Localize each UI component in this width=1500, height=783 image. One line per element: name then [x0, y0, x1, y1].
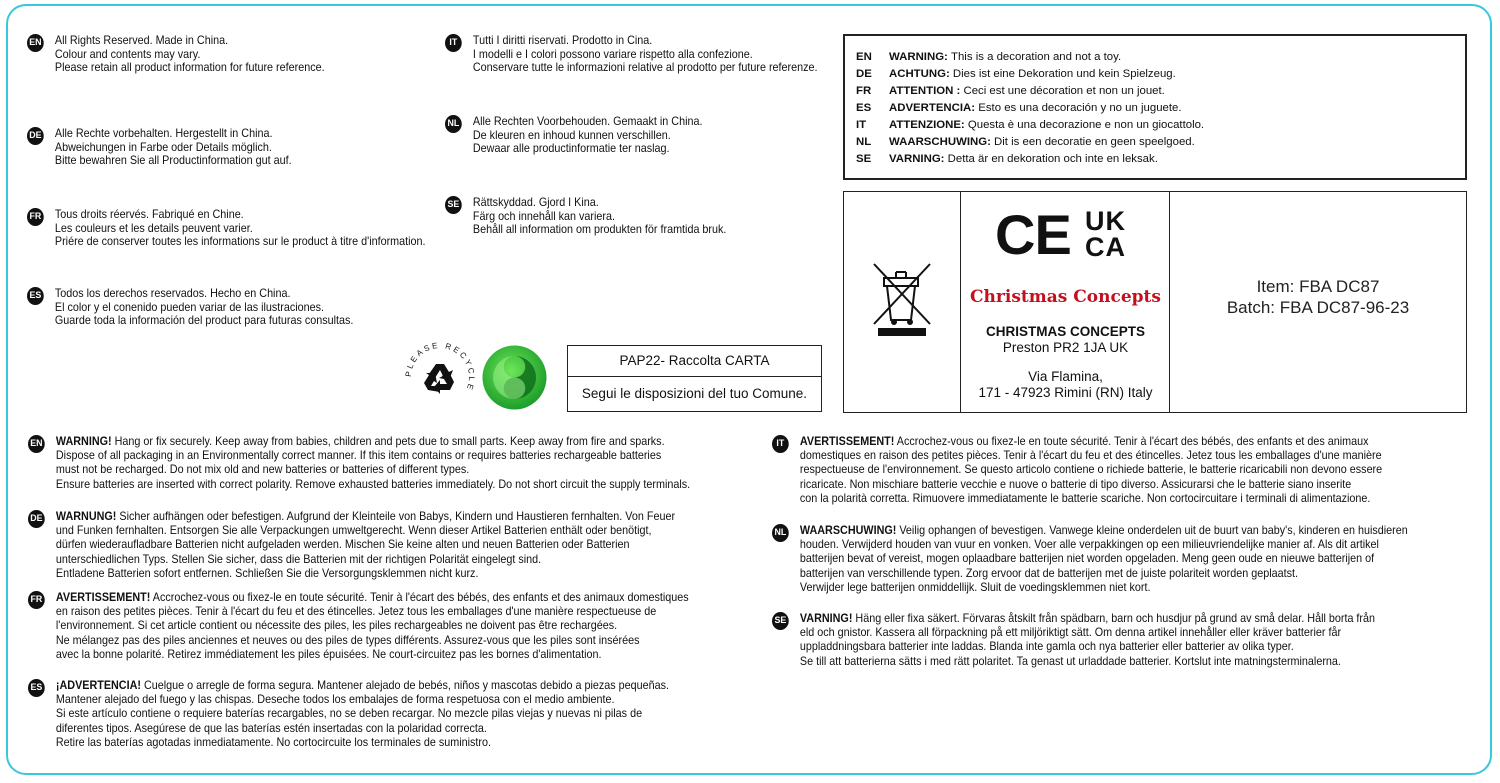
warning-line: avec la bonne polarité. Retirez immédiatement les piles épuisées. Ne court-circuitez pas les bornes d'alimentation.: [55, 647, 602, 661]
pap-code: PAP22- Raccolta CARTA: [619, 353, 770, 368]
warning-text: This is a decoration and not a toy.: [951, 51, 1122, 63]
legal-line: Rättskyddad. Gjord I Kina.: [472, 196, 599, 209]
warning-label: WAARSCHUWING!: [799, 524, 897, 537]
warning-line: Retire las baterías agotadas inmediatamente. No cortocircuite los terminales de suministro.: [55, 735, 491, 749]
warning-line: Hang or fix securely. Keep away from babies, children and pets due to small parts. Keep away from fire and sparks.: [111, 435, 665, 448]
warning-line: en raison des petites pièces. Tenir à l'écart du feu et des étincelles. Jetez tous les emballages d'une manière respectueuse de: [55, 605, 657, 619]
ce-mark: CE: [995, 203, 1071, 266]
language-badge: ES: [28, 679, 45, 697]
language-badge: SE: [445, 196, 462, 214]
language-code: EN: [856, 51, 872, 63]
language-badge: SE: [772, 612, 789, 630]
warning-label: ADVERTENCIA:: [889, 102, 976, 114]
legal-line: De kleuren en inhoud kunnen verschillen.: [472, 128, 671, 142]
short-warnings-box: [843, 34, 1467, 180]
legal-line: Colour and contents may vary.: [54, 47, 201, 61]
warning-line: Entladene Batterien sofort entfernen. Schließen Sie die Versorgungsklemmen nicht kurz.: [55, 566, 479, 580]
language-badge: ES: [27, 287, 44, 305]
warning-line: houden. Verwijderd houden van vuur en vonken. Voer alle verpakkingen op een milieuvriendelijke manier af. Als dit artikel: [799, 538, 1379, 552]
legal-line: Conservare tutte le informazioni relative al prodotto per future referenze.: [472, 61, 818, 75]
language-code: SE: [856, 153, 872, 165]
warning-line: Si este artículo contiene o requiere baterías recargables, no se deben recargar. No mezcle pilas viejas y nuevas ni pilas de: [55, 707, 643, 721]
legal-line: Todos los derechos reservados. Hecho en China.: [54, 287, 291, 300]
legal-line: Abweichungen in Farbe oder Details möglich.: [54, 140, 272, 154]
warning-line: domestiques en raison des petites pièces. Tenir à l'écart du feu et des étincelles. Jetez tous les emballages d'une manière: [799, 449, 1382, 463]
warning-line: respectueuse de l'environnement. Se questo articolo contiene o richiede batterie, le batterie ricaricabili non devono essere: [799, 463, 1383, 477]
item-cell: [1169, 192, 1466, 412]
warning-line: und Funken fernhalten. Entsorgen Sie alle Verpackungen umweltgerecht. Wenn dieser Artikel Batterien enthält oder benötigt,: [55, 524, 652, 538]
company-address-uk: Preston PR2 1JA UK: [1002, 340, 1129, 355]
legal-line: Bitte bewahren Sie all Productinformation gut auf.: [54, 154, 292, 168]
warning-line: ricaricate. Non mischiare batterie vecchie e nuove o batterie di tipo diverso. Assicurarsi che le batterie siano inserite: [799, 477, 1352, 491]
pap-box: [567, 345, 822, 412]
legal-line: Alle Rechten Voorbehouden. Gemaakt in China.: [472, 115, 703, 128]
warning-label: AVERTISSEMENT!: [799, 435, 895, 448]
warning-text: Esto es una decoración y no un juguete.: [978, 102, 1182, 114]
short-warning-row: [856, 83, 1465, 100]
pap-instruction: Segui le disposizioni del tuo Comune.: [568, 376, 821, 410]
language-code: NL: [856, 136, 872, 148]
compliance-box: [843, 191, 1467, 413]
warning-line: Dispose of all packaging in an Environmentally correct manner. If this item contains or requires batteries rechargeable batteries: [55, 449, 662, 463]
warning-text: Detta är en dekoration och inte en leksak.: [947, 153, 1158, 165]
company-logo: Christmas Concepts: [970, 287, 1161, 307]
language-badge: DE: [27, 127, 44, 145]
warning-line: Ne mélangez pas des piles anciennes et neuves ou des piles de types différents. Assurez-vous que les piles sont insérées: [55, 633, 640, 647]
warning-text: Dies ist eine Dekoration und kein Spielzeug.: [952, 68, 1176, 80]
legal-line: I modelli e I colori possono variare rispetto alla confezione.: [472, 47, 753, 61]
warning-line: Cuelgue o arregle de forma segura. Mantener alejado de bebés, niños y mascotas debido a piezas pequeñas.: [140, 679, 670, 692]
warning-line: Se till att batterierna sätts i med rätt polaritet. Ta genast ut urladdade batterier. Kortslut inte matningsterminalerna.: [799, 654, 1341, 668]
warning-line: dürfen wiederaufladbare Batterien nicht aufgeladen werden. Mischen Sie keine alten und neuen Batterien oder Batterien: [55, 538, 630, 552]
legal-line: Tous droits réervés. Fabriqué en Chine.: [54, 208, 244, 221]
weee-bin-icon: [870, 258, 934, 338]
warning-label: WAARSCHUWING:: [889, 136, 991, 148]
warning-label: ATTENZIONE:: [889, 119, 965, 131]
item-number: Item: FBA DC87: [1256, 277, 1380, 296]
short-warning-row: [856, 134, 1465, 151]
company-cell: [960, 192, 1169, 412]
language-badge: EN: [28, 435, 45, 453]
language-badge: EN: [27, 34, 44, 52]
warning-line: Veilig ophangen of bevestigen. Vanwege kleine onderdelen uit de buurt van baby's, kinderen en huisdieren: [896, 524, 1408, 537]
short-warning-row: [856, 117, 1465, 134]
legal-line: Alle Rechte vorbehalten. Hergestellt in China.: [54, 127, 273, 140]
company-name: CHRISTMAS CONCEPTS: [985, 324, 1145, 339]
warning-line: Verwijder lege batterijen onmiddellijk. Sluit de voedingsklemmen niet kort.: [799, 580, 1151, 594]
legal-line: Dewaar alle productinformatie ter naslag.: [472, 142, 670, 156]
warning-line: Accrochez-vous ou fixez-le en toute sécurité. Tenir à l'écart des bébés, des enfants et des animaux domestiques: [150, 591, 689, 604]
language-code: ES: [856, 102, 872, 114]
warning-label: WARNUNG!: [55, 510, 117, 523]
warning-line: Sicher aufhängen oder befestigen. Aufgrund der Kleinteile von Babys, Kindern und Haustieren fernhalten. Von Feuer: [116, 510, 676, 523]
warning-label: VARNING!: [799, 612, 853, 625]
warning-label: VARNING:: [889, 153, 945, 165]
warning-line: batterijen van verschillende typen. Zorg ervoor dat de batterijen met de juiste polariteit worden geplaatst.: [799, 566, 1298, 580]
warning-line: diferentes tipos. Asegúrese de que las baterías estén insertadas con la polaridad correcta.: [55, 721, 487, 735]
ukca-mark-top: UK: [1085, 206, 1126, 236]
short-warning-row: [856, 49, 1465, 66]
warning-line: Accrochez-vous ou fixez-le en toute sécurité. Tenir à l'écart des bébés, des enfants et des animaux: [894, 435, 1369, 448]
warning-label: ¡ADVERTENCIA!: [55, 679, 141, 692]
short-warning-row: [856, 100, 1465, 117]
language-code: FR: [856, 85, 872, 97]
warning-text: Dit is een decoratie en geen speelgoed.: [994, 136, 1195, 148]
legal-line: Tutti I diritti riservati. Prodotto in Cina.: [472, 34, 653, 47]
recycle-icon: [403, 340, 477, 414]
warning-line: con la polarità corretta. Rimuovere immediatamente le batterie scariche. Non cortocircuitare i terminali di alimentazione.: [799, 491, 1371, 505]
warning-line: uppladdningsbara batterier inte laddas. Blanda inte gamla och nya batterier eller batterier av olika typer.: [799, 640, 1294, 654]
warning-label: ATTENTION :: [889, 85, 961, 97]
short-warning-row: [856, 151, 1465, 168]
warning-line: eld och gnistor. Kassera all förpackning på ett miljöriktigt sätt. Om denna artikel innehåller eller kräver batterier får: [799, 626, 1342, 640]
warning-label: WARNING!: [55, 435, 112, 448]
warning-line: Ensure batteries are inserted with correct polarity. Remove exhausted batteries immediately. Do not short circuit the supply terminals.: [55, 477, 691, 491]
language-badge: NL: [445, 115, 462, 133]
company-address-it-1: Via Flamina,: [1028, 369, 1103, 384]
legal-line: Färg och innehåll kan variera.: [472, 209, 615, 223]
warning-label: AVERTISSEMENT!: [55, 591, 151, 604]
legal-line: Priére de conserver toutes les informations sur le product à titre d'information.: [54, 235, 426, 249]
warning-text: Ceci est une décoration et non un jouet.: [963, 85, 1165, 97]
green-dot-icon: [481, 344, 548, 411]
warning-text: Questa è una decorazione e non un giocattolo.: [967, 119, 1205, 131]
language-badge: FR: [27, 208, 44, 226]
language-badge: IT: [445, 34, 462, 52]
warning-label: WARNING:: [889, 51, 948, 63]
warning-line: Häng eller fixa säkert. Förvaras åtskilt från spädbarn, barn och husdjur på grund av små delar. Håll borta från: [852, 612, 1376, 625]
legal-line: All Rights Reserved. Made in China.: [54, 34, 229, 47]
ukca-mark-bottom: CA: [1085, 232, 1126, 262]
language-code: DE: [856, 68, 872, 80]
recycle-ring-text: PLEASE RECYCLE: [403, 340, 477, 393]
legal-line: Behåll all information om produkten för framtida bruk.: [472, 223, 727, 237]
warning-line: batterijen bevat of vereist, mogen oplaadbare batterijen niet worden opgeladen. Meng geen oude en nieuwe batterijen of: [799, 552, 1375, 566]
legal-line: El color y el conenido pueden variar de las ilustraciones.: [54, 300, 325, 314]
language-badge: IT: [772, 435, 789, 453]
warning-line: l'environnement. Si cet article contient ou nécessite des piles, les piles rechargeables ne doivent pas être rechargées.: [55, 619, 618, 633]
legal-line: Les couleurs et les details peuvent varier.: [54, 221, 253, 235]
warning-line: Mantener alejado del fuego y las chispas. Deseche todos los embalajes de forma respetuosa con el medio ambiente.: [55, 693, 615, 707]
language-badge: FR: [28, 591, 45, 609]
warning-line: unterschiedlichen Typs. Stellen Sie sicher, dass die Batterien mit der richtigen Polarität eingelegt sind.: [55, 552, 542, 566]
company-address-it-2: 171 - 47923 Rimini (RN) Italy: [978, 385, 1153, 400]
warning-label: ACHTUNG:: [889, 68, 950, 80]
batch-number: Batch: FBA DC87-96-23: [1226, 298, 1410, 317]
legal-line: Please retain all product information for future reference.: [54, 61, 325, 75]
ukca-mark: [1085, 208, 1126, 260]
language-code: IT: [856, 119, 867, 131]
short-warning-row: [856, 66, 1465, 83]
language-badge: NL: [772, 524, 789, 542]
legal-line: Guarde toda la información del product para futuras consultas.: [54, 314, 354, 328]
warning-line: must not be recharged. Do not mix old and new batteries or batteries of different types.: [55, 463, 470, 477]
language-badge: DE: [28, 510, 45, 528]
